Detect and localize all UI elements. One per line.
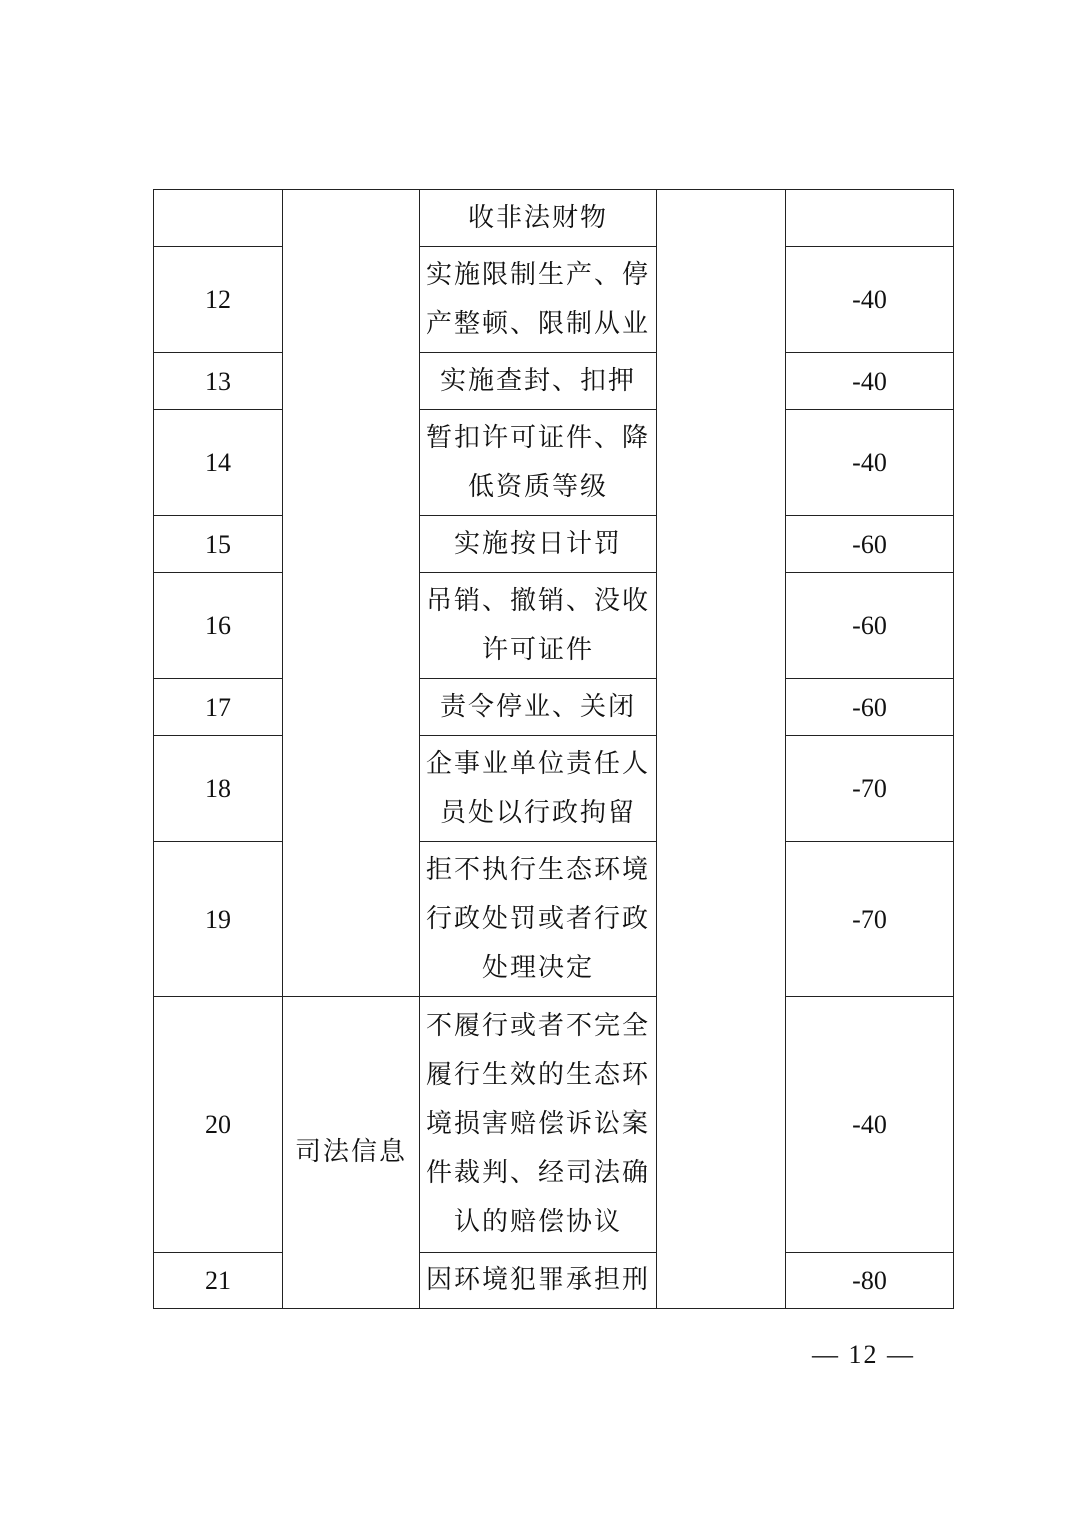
item-description: 吊销、撤销、没收许可证件: [420, 573, 657, 679]
item-description: 拒不执行生态环境行政处罚或者行政处理决定: [420, 842, 657, 997]
score-value: -80: [786, 1253, 954, 1309]
item-description: 因环境犯罪承担刑: [420, 1253, 657, 1309]
score-value: -60: [786, 679, 954, 736]
row-number: 21: [154, 1253, 283, 1309]
score-value: -40: [786, 353, 954, 410]
row-number: 19: [154, 842, 283, 997]
item-description: 实施查封、扣押: [420, 353, 657, 410]
row-number: 13: [154, 353, 283, 410]
row-number: 18: [154, 736, 283, 842]
item-description: 实施按日计罚: [420, 516, 657, 573]
score-value: -40: [786, 410, 954, 516]
table-row: [154, 516, 954, 573]
row-number: 17: [154, 679, 283, 736]
blank-column-cell: [657, 190, 786, 1309]
table-row: [154, 573, 954, 679]
table-row: [154, 410, 954, 516]
score-value: -40: [786, 997, 954, 1253]
row-number: [154, 190, 283, 247]
score-value: [786, 190, 954, 247]
page-number: — 12 —: [812, 1340, 915, 1369]
item-description: 暂扣许可证件、降低资质等级: [420, 410, 657, 516]
table-row: [154, 247, 954, 353]
score-table: [153, 189, 954, 1309]
row-number: 14: [154, 410, 283, 516]
row-number: 12: [154, 247, 283, 353]
item-description: 企事业单位责任人员处以行政拘留: [420, 736, 657, 842]
table-row: [154, 353, 954, 410]
row-number: 16: [154, 573, 283, 679]
table-row: [154, 736, 954, 842]
table-row: [154, 1253, 954, 1309]
table-row: [154, 679, 954, 736]
item-description: 责令停业、关闭: [420, 679, 657, 736]
item-description: 不履行或者不完全履行生效的生态环境损害赔偿诉讼案件裁判、经司法确认的赔偿协议: [420, 997, 657, 1253]
row-number: 20: [154, 997, 283, 1253]
score-value: -60: [786, 516, 954, 573]
table-row: [154, 997, 954, 1253]
score-value: -70: [786, 736, 954, 842]
score-value: -70: [786, 842, 954, 997]
score-value: -60: [786, 573, 954, 679]
item-description: 收非法财物: [420, 190, 657, 247]
table-row: [154, 842, 954, 997]
table-row: [154, 190, 954, 247]
category-cell: 司法信息: [283, 997, 420, 1309]
score-value: -40: [786, 247, 954, 353]
category-cell: [283, 190, 420, 997]
item-description: 实施限制生产、停产整顿、限制从业: [420, 247, 657, 353]
row-number: 15: [154, 516, 283, 573]
